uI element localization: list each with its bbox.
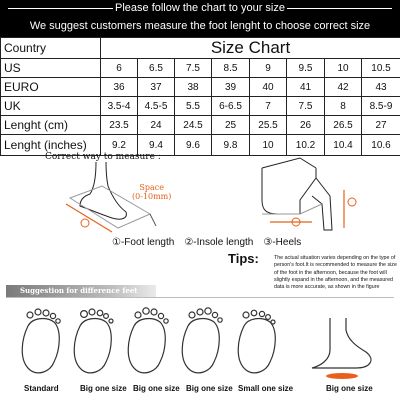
foot-shape-big-one-size-2 <box>128 308 168 373</box>
table-cell: 37 <box>138 78 175 97</box>
feet-label-big-2: Big one size <box>133 384 180 393</box>
table-cell: 9.2 <box>101 135 138 156</box>
foot-shape-small-one-size <box>238 310 275 373</box>
table-cell: 10.5 <box>362 59 400 78</box>
foot-shapes-row <box>22 308 371 379</box>
feet-label-big-side: Big one size <box>326 384 373 393</box>
shoe-strap <box>262 158 316 168</box>
feet-label-big-3: Big one size <box>186 384 233 393</box>
table-cell: 5.5 <box>175 97 212 116</box>
table-cell: 4.5-5 <box>138 97 175 116</box>
marker-one-icon <box>81 219 89 227</box>
foot-shape-big-one-size-3 <box>182 308 222 373</box>
size-chart-title: Size Chart <box>101 38 400 59</box>
table-cell: 10.6 <box>362 135 400 156</box>
table-cell: 23.5 <box>101 116 138 135</box>
feet-label-small: Small one size <box>238 384 294 393</box>
table-cell: 9 <box>250 59 287 78</box>
shoe-upper <box>262 168 316 214</box>
table-cell: 8.5-9 <box>362 97 400 116</box>
row-label: Lenght (inches) <box>1 135 101 156</box>
table-cell: 24.5 <box>175 116 212 135</box>
table-cell: 10.2 <box>287 135 325 156</box>
banner-line-2: We suggest customers measure the foot lenght to choose correct size <box>29 20 371 32</box>
marker-three-icon <box>348 198 356 206</box>
table-cell: 9.8 <box>212 135 250 156</box>
table-cell: 10 <box>325 59 362 78</box>
table-cell: 8 <box>325 97 362 116</box>
table-cell: 43 <box>362 78 400 97</box>
table-cell: 39 <box>212 78 250 97</box>
table-cell: 25 <box>212 116 250 135</box>
table-cell: 27 <box>362 116 400 135</box>
tips-label: Tips: <box>228 251 259 266</box>
leg-outline <box>80 162 126 219</box>
shoe-sole <box>262 204 322 214</box>
banner-line-1: Please follow the chart to your size <box>115 2 285 14</box>
table-cell: 26 <box>287 116 325 135</box>
table-cell: 38 <box>175 78 212 97</box>
measure-title: Correct way to measure : <box>45 152 161 162</box>
table-cell: 8.5 <box>212 59 250 78</box>
table-cell: 36 <box>101 78 138 97</box>
table-cell: 6 <box>101 59 138 78</box>
legend-insole-length: ②-Insole length <box>184 237 254 248</box>
space-callout <box>132 183 171 201</box>
heel-shoe-illustration <box>262 158 344 230</box>
table-cell: 6-6.5 <box>212 97 250 116</box>
suggestion-title: Suggestion for difference feet shapes <box>6 285 156 297</box>
table-cell: 7.5 <box>175 59 212 78</box>
table-cell: 10 <box>250 135 287 156</box>
foot-shape-standard <box>22 309 60 373</box>
table-cell: 42 <box>325 78 362 97</box>
table-cell: 9.6 <box>175 135 212 156</box>
table-cell: 41 <box>287 78 325 97</box>
table-cell: 24 <box>138 116 175 135</box>
table-cell: 26.5 <box>325 116 362 135</box>
space-label: Space <box>139 183 164 192</box>
suggestion-divider <box>6 297 394 298</box>
table-cell: 40 <box>250 78 287 97</box>
table-cell: 10.4 <box>325 135 362 156</box>
measure-legend <box>112 237 301 248</box>
foot-length-line <box>66 204 112 232</box>
tips-text: The actual situation varies depending on the type of person's foot.It is recommended to measure the size of the foot in the afternoon, because the foot will slightly expand in the afternoon, and the measured data is more accurate, as shown in the figure <box>274 255 397 291</box>
table-cell: 25.5 <box>250 116 287 135</box>
table-cell: 3.5-4 <box>101 97 138 116</box>
feet-label-big-1: Big one size <box>80 384 127 393</box>
foot-shape-big-one-size-1 <box>74 309 113 373</box>
table-cell: 9.5 <box>287 59 325 78</box>
table-cell: 9.4 <box>138 135 175 156</box>
space-range: (0-10mm) <box>132 192 172 201</box>
header-country-cell: Country <box>1 38 101 59</box>
foot-shape-big-one-size-side <box>312 318 371 379</box>
legend-foot-length: ①-Foot length <box>112 237 175 248</box>
table-cell: 7.5 <box>287 97 325 116</box>
row-label: US <box>1 59 101 78</box>
legend-heels: ③-Heels <box>263 237 302 248</box>
row-label: UK <box>1 97 101 116</box>
toe-marker <box>150 214 156 226</box>
feet-label-standard: Standard <box>24 384 59 393</box>
row-label: Lenght (cm) <box>1 116 101 135</box>
table-cell: 6.5 <box>138 59 175 78</box>
table-cell: 7 <box>250 97 287 116</box>
row-label: EURO <box>1 78 101 97</box>
heel-shadow <box>326 373 358 379</box>
